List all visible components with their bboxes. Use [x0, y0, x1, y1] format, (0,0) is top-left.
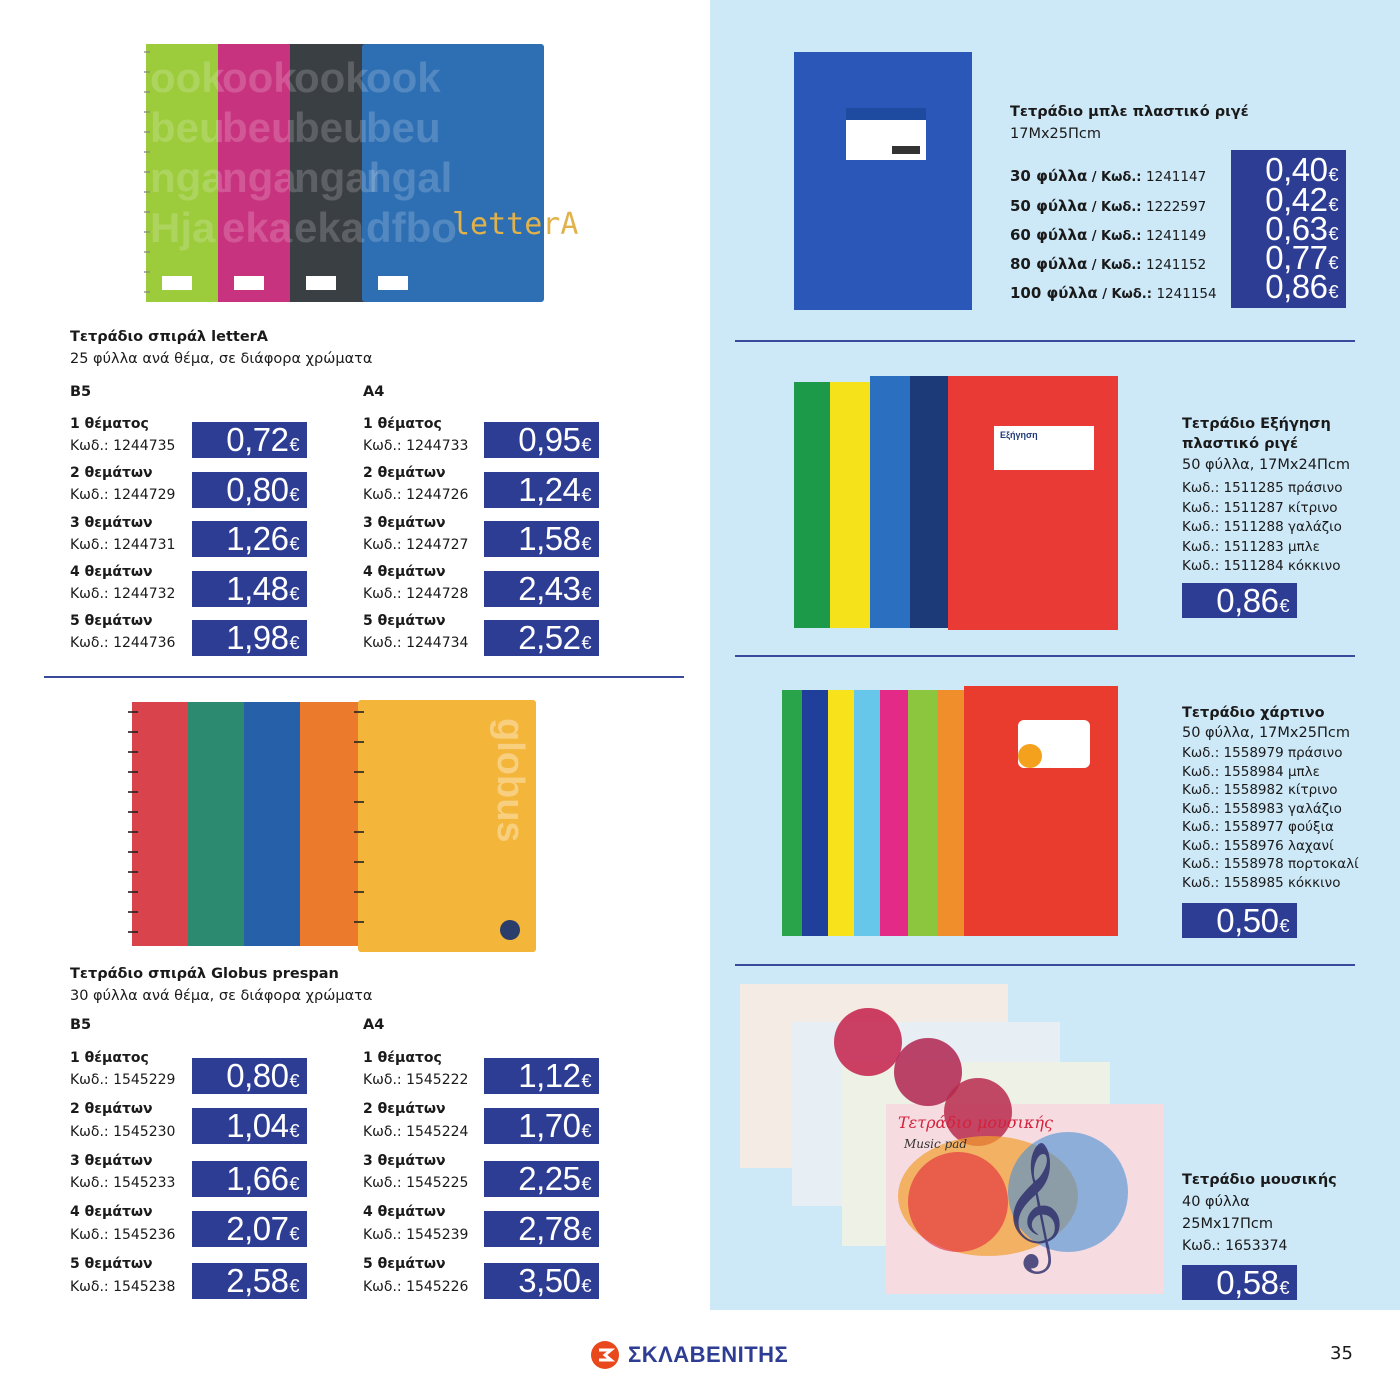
exigisi-subtitle: 50 φύλλα, 17Μx24Πcm	[1182, 457, 1350, 473]
price-tag	[484, 571, 599, 607]
product-code: Κωδ.: 1545229	[70, 1072, 176, 1088]
svg-text:ook: ook	[222, 54, 297, 101]
product-code: Κωδ.: 1511284 κόκκινο	[1182, 558, 1341, 574]
variant-name: 50 φύλλα	[1010, 197, 1088, 215]
treble-clef-icon: 𝄞	[1000, 1140, 1066, 1268]
price-tag	[1182, 583, 1297, 618]
price-value: 1,66	[226, 1160, 289, 1197]
product-code: Κωδ.: 1558982 κίτρινο	[1182, 782, 1338, 798]
euro-sign: €	[1328, 282, 1338, 302]
product-code: Κωδ.: 1244727	[363, 537, 469, 553]
price-value: 0,95	[518, 421, 581, 458]
price-tag	[192, 1161, 307, 1197]
variant-name: 60 φύλλα	[1010, 226, 1088, 244]
letterA-cover-text: letterA	[452, 207, 579, 242]
music-notebooks-image	[738, 982, 1166, 1296]
price-tag	[484, 1108, 599, 1144]
euro-sign: €	[289, 633, 299, 653]
globus-title: Τετράδιο σπιράλ Globus prespan	[70, 966, 339, 982]
price-tag	[192, 472, 307, 508]
product-code: Κωδ.: 1244734	[363, 635, 469, 651]
variant-row	[1010, 226, 1206, 244]
price-value: 1,98	[226, 619, 289, 656]
section-divider	[44, 676, 684, 678]
euro-sign: €	[581, 1121, 591, 1141]
price-value: 0,58	[1216, 1264, 1279, 1301]
euro-sign: €	[289, 1121, 299, 1141]
product-code: Κωδ.: 1558983 γαλάζιο	[1182, 800, 1342, 817]
variant-name: 3 θεμάτων	[363, 1153, 446, 1169]
brand-name: ΣΚΛΑΒΕΝΙΤΗΣ	[628, 1342, 789, 1367]
product-code: Κωδ.: 1653374	[1182, 1238, 1288, 1254]
exigisi-title-line1: Τετράδιο Εξήγηση	[1182, 416, 1331, 432]
price-value: 0,72	[226, 421, 289, 458]
euro-sign: €	[289, 1174, 299, 1194]
variant-name: 1 θέματος	[363, 1050, 442, 1066]
product-code: Κωδ.: 1558985 κόκκινο	[1182, 874, 1341, 891]
product-code: Κωδ.: 1558976 λαχανί	[1182, 837, 1334, 854]
code-label: / Κωδ.:	[1087, 258, 1147, 273]
product-code: Κωδ.: 1545230	[70, 1124, 176, 1140]
code-label: / Κωδ.:	[1097, 287, 1157, 302]
price-value: 0,63	[1265, 210, 1328, 247]
euro-sign: €	[289, 534, 299, 554]
price-tag	[192, 571, 307, 607]
music-title: Τετράδιο μουσικής	[1182, 1172, 1337, 1188]
price-value: 0,50	[1216, 902, 1279, 939]
brand-logo	[590, 1340, 788, 1370]
svg-text:ngal: ngal	[294, 154, 381, 201]
price-value: 2,58	[226, 1262, 289, 1299]
letterA-notebooks-image	[140, 42, 579, 304]
price-value: 1,24	[518, 471, 581, 508]
euro-sign: €	[1328, 253, 1338, 273]
section-divider	[735, 340, 1355, 342]
variant-name: 1 θέματος	[363, 416, 442, 432]
variant-name: 3 θεμάτων	[70, 515, 153, 531]
product-code: Κωδ.: 1545233	[70, 1175, 176, 1191]
product-code: Κωδ.: 1558978 πορτοκαλί	[1182, 856, 1359, 872]
product-code: Κωδ.: 1511283 μπλε	[1182, 538, 1320, 555]
variant-row	[1010, 167, 1206, 185]
exigisi-title-line2: πλαστικό ριγέ	[1182, 436, 1299, 452]
price-value: 1,26	[226, 520, 289, 557]
variant-row	[1010, 255, 1206, 273]
euro-sign: €	[581, 633, 591, 653]
blue-plastic-notebook-image	[792, 50, 974, 312]
variant-name: 2 θεμάτων	[70, 1101, 153, 1117]
price-value: 0,80	[226, 471, 289, 508]
euro-sign: €	[581, 1224, 591, 1244]
product-code: Κωδ.: 1545226	[363, 1279, 469, 1295]
price-value: 1,04	[226, 1107, 289, 1144]
euro-sign: €	[1279, 916, 1289, 936]
variant-row	[1010, 197, 1206, 215]
variant-name: 2 θεμάτων	[363, 465, 446, 481]
letterA-b5-header: B5	[70, 384, 92, 400]
price-value: 1,12	[518, 1057, 581, 1094]
paper-title: Τετράδιο χάρτινο	[1182, 705, 1325, 721]
price-tag	[484, 521, 599, 557]
variant-name: 4 θεμάτων	[70, 564, 153, 580]
product-code: Κωδ.: 1244729	[70, 487, 176, 503]
product-code: Κωδ.: 1545239	[363, 1227, 469, 1243]
price-value: 2,52	[518, 619, 581, 656]
price-tag	[192, 422, 307, 458]
code-label: / Κωδ.:	[1087, 229, 1147, 244]
svg-text:ook: ook	[294, 54, 369, 101]
euro-sign: €	[581, 1174, 591, 1194]
letterA-subtitle: 25 φύλλα ανά θέμα, σε διάφορα χρώματα	[70, 351, 373, 367]
code-label: / Κωδ.:	[1087, 200, 1147, 215]
price-tag	[484, 1211, 599, 1247]
price-value: 1,70	[518, 1107, 581, 1144]
product-code: Κωδ.: 1558977 φούξια	[1182, 819, 1334, 835]
music-cover-subtitle: Music pad	[904, 1137, 968, 1151]
euro-sign: €	[1328, 224, 1338, 244]
variant-name: 80 φύλλα	[1010, 255, 1088, 273]
product-code: Κωδ.: 1511287 κίτρινο	[1182, 499, 1338, 516]
product-code: Κωδ.: 1545225	[363, 1175, 469, 1191]
blue-plastic-title: Τετράδιο μπλε πλαστικό ριγέ	[1010, 104, 1249, 120]
svg-text:ngal: ngal	[366, 154, 453, 201]
variant-name: 30 φύλλα	[1010, 167, 1088, 185]
paper-subtitle: 50 φύλλα, 17Μx25Πcm	[1182, 725, 1350, 741]
product-code: Κωδ.: 1545236	[70, 1227, 176, 1243]
svg-text:eka: eka	[294, 204, 365, 251]
price-tag	[1182, 903, 1297, 938]
price-value: 0,80	[226, 1057, 289, 1094]
product-code: Κωδ.: 1545222	[363, 1072, 469, 1088]
price-tag	[192, 521, 307, 557]
price-value: 0,77	[1265, 239, 1328, 276]
price-value: 3,50	[518, 1262, 581, 1299]
price-value: 0,86	[1216, 582, 1279, 619]
euro-sign: €	[289, 485, 299, 505]
price-value: 0,40	[1265, 151, 1328, 188]
variant-name: 3 θεμάτων	[70, 1153, 153, 1169]
price-tag	[192, 1263, 307, 1299]
price-tag	[484, 472, 599, 508]
price-tag	[1182, 1265, 1297, 1300]
euro-sign: €	[1328, 195, 1338, 215]
svg-text:Hja: Hja	[150, 204, 216, 251]
product-code: Κωδ.: 1545224	[363, 1124, 469, 1140]
exigisi-notebooks-image	[790, 374, 1120, 632]
euro-sign: €	[581, 1071, 591, 1091]
price-tag	[192, 1058, 307, 1094]
section-divider	[735, 964, 1355, 966]
price-tag	[192, 1211, 307, 1247]
svg-text:eka: eka	[222, 204, 293, 251]
price-value: 1,48	[226, 570, 289, 607]
music-dimensions: 25Μx17Πcm	[1182, 1216, 1273, 1232]
variant-name: 3 θεμάτων	[363, 515, 446, 531]
variant-name: 4 θεμάτων	[363, 1204, 446, 1220]
euro-sign: €	[581, 534, 591, 554]
euro-sign: €	[581, 435, 591, 455]
price-value: 0,86	[1265, 268, 1328, 305]
svg-text:nga: nga	[150, 154, 225, 201]
code-label: / Κωδ.:	[1087, 170, 1147, 185]
paper-codes	[1182, 744, 1359, 892]
letterA-title: Τετράδιο σπιράλ letterA	[70, 329, 269, 345]
page-number: 35	[1330, 1343, 1353, 1364]
globus-subtitle: 30 φύλλα ανά θέμα, σε διάφορα χρώματα	[70, 988, 373, 1004]
product-code: 1222597	[1146, 199, 1207, 215]
variant-name: 5 θεμάτων	[363, 613, 446, 629]
variant-name: 5 θεμάτων	[70, 613, 153, 629]
variant-name: 4 θεμάτων	[363, 564, 446, 580]
product-code: Κωδ.: 1244733	[363, 438, 469, 454]
product-code: Κωδ.: 1244732	[70, 586, 176, 602]
euro-sign: €	[289, 1224, 299, 1244]
exigisi-codes	[1182, 479, 1342, 577]
variant-name: 5 θεμάτων	[363, 1256, 446, 1272]
svg-text:ook: ook	[150, 54, 225, 101]
exigisi-label-text: Εξήγηση	[1000, 430, 1038, 440]
euro-sign: €	[1279, 1278, 1289, 1298]
paper-notebooks-image	[780, 686, 1120, 938]
euro-sign: €	[289, 584, 299, 604]
variant-name: 5 θεμάτων	[70, 1256, 153, 1272]
euro-sign: €	[1328, 165, 1338, 185]
brand-mark-icon	[590, 1340, 620, 1370]
section-divider	[735, 655, 1355, 657]
svg-text:beu: beu	[150, 104, 225, 151]
product-code: Κωδ.: 1244726	[363, 487, 469, 503]
blue-plastic-subtitle: 17Μx25Πcm	[1010, 126, 1101, 142]
svg-text:beu: beu	[222, 104, 297, 151]
price-tag	[484, 1161, 599, 1197]
price-value: 2,78	[518, 1210, 581, 1247]
variant-name: 2 θεμάτων	[363, 1101, 446, 1117]
price-tag	[484, 1058, 599, 1094]
price-tag	[484, 422, 599, 458]
product-code: Κωδ.: 1511285 πράσινο	[1182, 480, 1343, 496]
music-sheets: 40 φύλλα	[1182, 1194, 1250, 1210]
variant-name: 100 φύλλα	[1010, 284, 1098, 302]
product-code: 1241152	[1146, 257, 1207, 273]
euro-sign: €	[289, 1071, 299, 1091]
globus-a4-header: A4	[363, 1017, 385, 1033]
svg-text:dfbo: dfbo	[366, 204, 457, 251]
price-value: 2,25	[518, 1160, 581, 1197]
product-code: 1241147	[1146, 169, 1207, 185]
price-tag	[1231, 268, 1346, 305]
euro-sign: €	[289, 435, 299, 455]
product-code: Κωδ.: 1244736	[70, 635, 176, 651]
product-code: 1241149	[1146, 228, 1207, 244]
price-value: 2,43	[518, 570, 581, 607]
price-tag	[484, 1263, 599, 1299]
product-code: 1241154	[1156, 286, 1217, 302]
euro-sign: €	[1279, 596, 1289, 616]
variant-name: 4 θεμάτων	[70, 1204, 153, 1220]
music-cover-title: Τετράδιο μουσικής	[898, 1113, 1053, 1132]
svg-text:nga: nga	[222, 154, 297, 201]
euro-sign: €	[581, 1276, 591, 1296]
globus-b5-header: B5	[70, 1017, 92, 1033]
price-tag	[192, 620, 307, 656]
price-value: 1,58	[518, 520, 581, 557]
product-code: Κωδ.: 1545238	[70, 1279, 176, 1295]
variant-name: 1 θέματος	[70, 416, 149, 432]
svg-text:beu: beu	[366, 104, 441, 151]
variant-name: 2 θεμάτων	[70, 465, 153, 481]
product-code: Κωδ.: 1244728	[363, 586, 469, 602]
price-tag	[192, 1108, 307, 1144]
product-code: Κωδ.: 1558979 πράσινο	[1182, 745, 1343, 761]
euro-sign: €	[289, 1276, 299, 1296]
euro-sign: €	[581, 485, 591, 505]
svg-text:beu: beu	[294, 104, 369, 151]
variant-row	[1010, 284, 1217, 302]
product-code: Κωδ.: 1511288 γαλάζιο	[1182, 519, 1342, 535]
product-code: Κωδ.: 1244735	[70, 438, 176, 454]
product-code: Κωδ.: 1558984 μπλε	[1182, 763, 1320, 780]
euro-sign: €	[581, 584, 591, 604]
globus-cover-text: globus	[489, 718, 531, 843]
svg-text:ook: ook	[366, 54, 441, 101]
letterA-a4-header: A4	[363, 384, 385, 400]
variant-name: 1 θέματος	[70, 1050, 149, 1066]
product-code: Κωδ.: 1244731	[70, 537, 176, 553]
price-tag	[484, 620, 599, 656]
globus-notebooks-image	[126, 698, 538, 954]
price-value: 0,42	[1265, 181, 1328, 218]
price-value: 2,07	[226, 1210, 289, 1247]
